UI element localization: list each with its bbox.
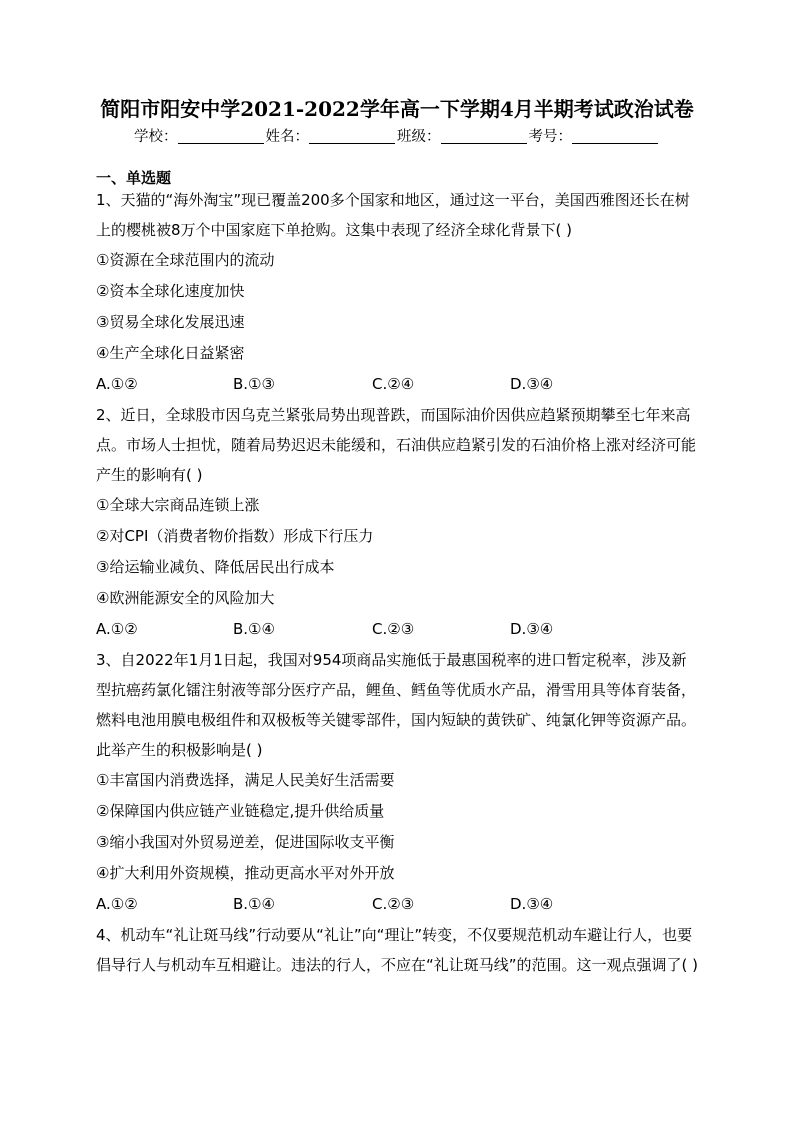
question-1 [96, 185, 700, 400]
answer-choices [96, 889, 700, 920]
question-3 [96, 645, 700, 920]
statement-option: ①资源在全球范围内的流动 [96, 251, 275, 269]
exam-number-blank[interactable] [572, 129, 658, 144]
choice-c[interactable]: C.②③ [372, 620, 415, 638]
name-blank[interactable] [309, 129, 395, 144]
questions-list [96, 185, 700, 980]
question-stem: 4、机动车“礼让斑马线”行动要从“礼让”向“理让”转变，不仅要规范机动车避让行人，也要倡导行人与机动车互相避让。违法的行人，不应在“礼让斑马线”的范围。这一观点强调了( ) [96, 926, 699, 974]
question-2 [96, 400, 700, 645]
question-stem: 2、近日，全球股市因乌克兰紧张局势出现普跌，而国际油价因供应趋紧预期攀至七年来高点。市场人士担忧，随着局势迟迟未能缓和，石油供应趋紧引发的石油价格上涨对经济可能产生的影响有( ) [96, 406, 697, 484]
statement-option: ④生产全球化日益紧密 [96, 344, 245, 362]
choice-a[interactable]: A.①② [96, 895, 138, 913]
statement-option: ②资本全球化速度加快 [96, 282, 245, 300]
school-label: 学校： [134, 129, 178, 145]
statement-option: ②保障国内供应链产业链稳定,提升供给质量 [96, 802, 385, 820]
answer-choices [96, 369, 700, 400]
section-heading: 一、单选题 [96, 169, 172, 187]
answer-choices [96, 614, 700, 645]
choice-a[interactable]: A.①② [96, 620, 138, 638]
choice-c[interactable]: C.②③ [372, 895, 415, 913]
statement-option: ③缩小我国对外贸易逆差，促进国际收支平衡 [96, 833, 395, 851]
choice-a[interactable]: A.①② [96, 375, 138, 393]
statement-option: ①丰富国内消费选择，满足人民美好生活需要 [96, 771, 395, 789]
question-4 [96, 920, 700, 980]
choice-b[interactable]: B.①④ [233, 895, 275, 913]
question-stem: 1、天猫的“海外淘宝”现已覆盖200多个国家和地区，通过这一平台，美国西雅图还长在树上的樱桃被8万个中国家庭下单抢购。这集中表现了经济全球化背景下( ) [96, 191, 690, 239]
exam-title: 简阳市阳安中学2021-2022学年高一下学期4月半期考试政治试卷 [100, 97, 694, 121]
choice-b[interactable]: B.①③ [233, 375, 275, 393]
name-label: 姓名： [265, 129, 309, 145]
school-blank[interactable] [178, 129, 264, 144]
question-stem: 3、自2022年1月1日起，我国对954项商品实施低于最惠国税率的进口暂定税率，涉及新型抗癌药氯化镭注射液等部分医疗产品，鲤鱼、鳕鱼等优质水产品，滑雪用具等体育装备，燃料电池用膜电极组件和双极板等关键零部件，国内短缺的黄铁矿、纯氯化钾等资源产品。此举产生的积极影响是( ) [96, 651, 697, 759]
statement-option: ③给运输业减负、降低居民出行成本 [96, 558, 335, 576]
exam-number-label: 考号： [528, 129, 572, 145]
statement-option: ④扩大利用外资规模，推动更高水平对外开放 [96, 864, 395, 882]
class-label: 班级： [397, 129, 441, 145]
statement-option: ②对CPI（消费者物价指数）形成下行压力 [96, 527, 374, 545]
class-blank[interactable] [441, 129, 527, 144]
choice-d[interactable]: D.③④ [510, 895, 554, 913]
student-info-row [0, 125, 794, 146]
choice-d[interactable]: D.③④ [510, 375, 554, 393]
choice-b[interactable]: B.①④ [233, 620, 275, 638]
choice-c[interactable]: C.②④ [372, 375, 415, 393]
choice-d[interactable]: D.③④ [510, 620, 554, 638]
statement-option: ④欧洲能源安全的风险加大 [96, 589, 275, 607]
statement-option: ①全球大宗商品连锁上涨 [96, 496, 260, 514]
statement-option: ③贸易全球化发展迅速 [96, 313, 245, 331]
